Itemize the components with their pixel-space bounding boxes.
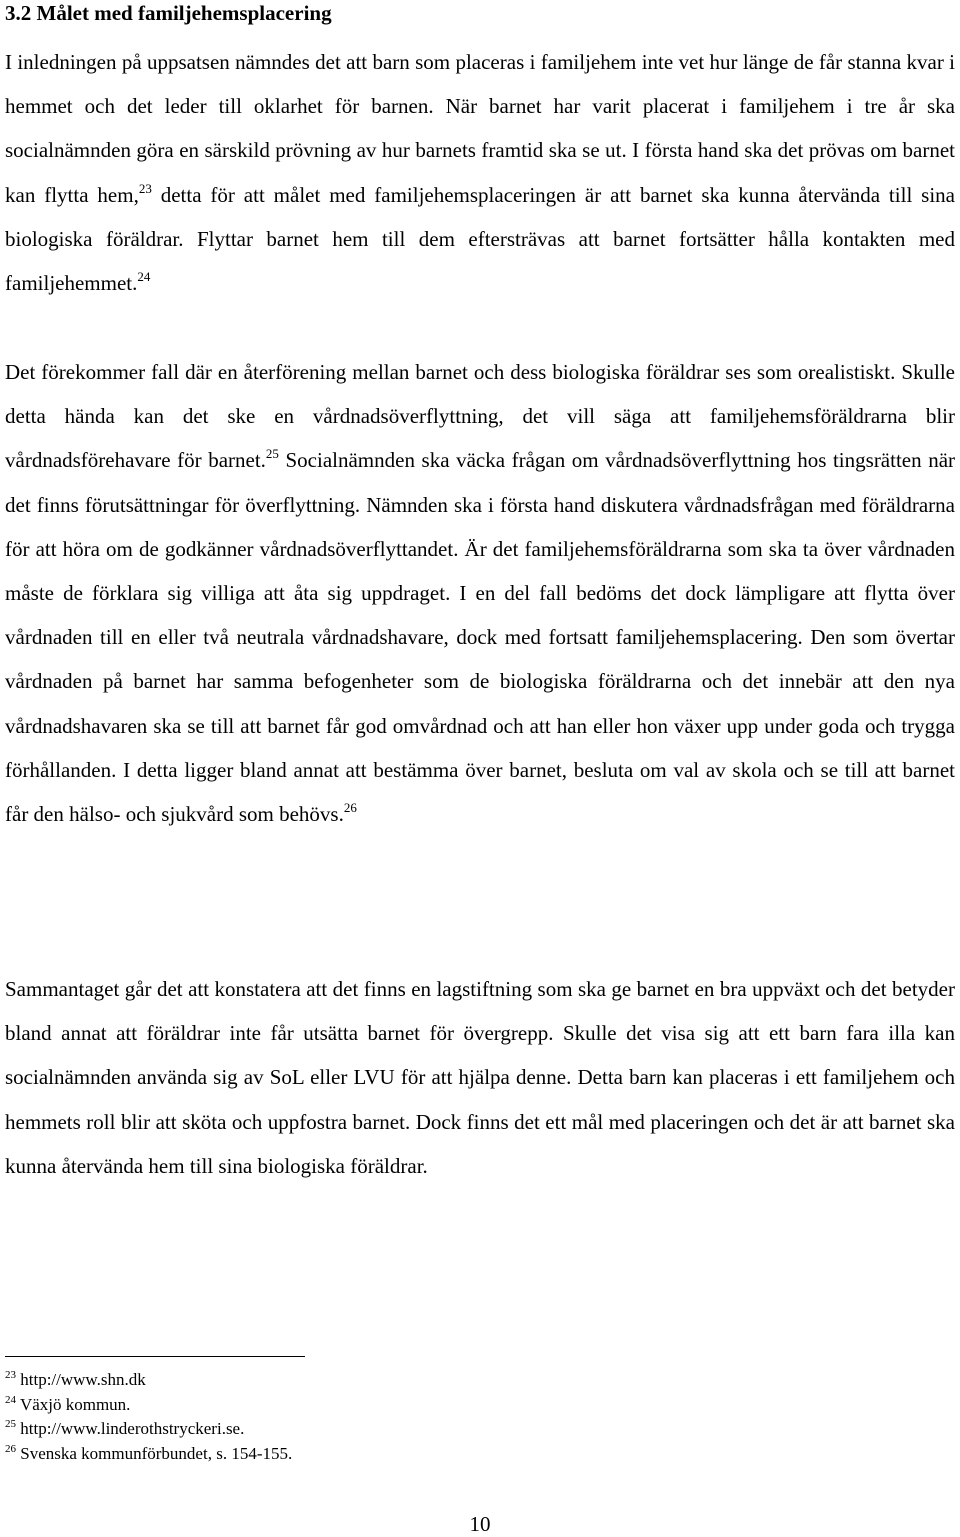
footnote-number: 24	[5, 1393, 16, 1406]
footnote-number: 25	[5, 1418, 16, 1430]
footnote-25	[5, 1417, 955, 1442]
paragraph-1-text-b: detta för att målet med familjehemsplaceringen är att barnet ska kunna återvända till sina biologiska föräldrar. Flyttar barnet hem till dem eftersträvas att barnet fortsätter hålla kontakten med familjehemmet.	[5, 182, 955, 296]
page-number: 10	[469, 1512, 491, 1536]
footnote-ref-26[interactable]: 26	[343, 800, 357, 816]
footnote-26	[5, 1442, 955, 1467]
footnote-text: http://www.shn.dk	[16, 1370, 146, 1389]
footnote-number: 26	[5, 1442, 16, 1455]
paragraph-3: Sammantaget går det att konstatera att det finns en lagstiftning som ska ge barnet en bra uppväxt och det betyder bland annat att föräldrar inte får utsätta barnet för övergrepp. Skulle det visa sig att ett barn fara illa kan socialnämnden använda sig av SoL eller LVU för att hjälpa denne. Detta barn kan placeras i ett familjehem och hemmets roll blir att sköta och uppfostra barnet. Dock finns det ett mål med placeringen och det är att barnet ska kunna återvända hem till sina biologiska föräldrar.	[5, 977, 955, 1178]
footnote-ref-23[interactable]: 23	[138, 180, 152, 196]
footnote-text: http://www.linderothstryckeri.se.	[16, 1419, 245, 1438]
paragraph-2	[5, 350, 955, 836]
footnote-text: Växjö kommun.	[16, 1394, 131, 1414]
section-heading: 3.2 Målet med familjehemsplacering	[5, 1, 332, 25]
paragraph-1-text-a: I inledningen på uppsatsen nämndes det att barn som placeras i familjehem inte vet hur länge de får stanna kvar i hemmet och det leder till oklarhet för barnen. När barnet har varit placerat i familjehem i tre år ska socialnämnden göra en särskild prövning av hur barnets framtid ska se ut. I första hand ska det prövas om barnet kan flytta hem,	[5, 50, 955, 207]
paragraph-1	[5, 40, 955, 305]
footnotes	[5, 1368, 955, 1466]
footnote-number: 23	[5, 1369, 16, 1381]
footnote-text: Svenska kommunförbundet, s. 154-155.	[16, 1443, 293, 1463]
footnote-ref-25[interactable]: 25	[265, 446, 279, 462]
footnote-ref-24[interactable]: 24	[137, 269, 151, 285]
footnote-23	[5, 1368, 955, 1393]
paragraph-2-text-b: Socialnämnden ska väcka frågan om vårdnadsöverflyttning hos tingsrätten när det finns förutsättningar för överflyttning. Nämnden ska i första hand diskutera vårdnadsfrågan med föräldrarna för att höra om de godkänner vårdnadsöverflyttandet. Är det familjehemsföräldrarna som ska ta över vårdnaden måste de förklara sig villiga att åta sig uppdraget. I en del fall bedöms det dock lämpligare att flytta över vårdnaden till en eller två neutrala vårdnadshavare, dock med fortsatt familjehemsplacering. Den som övertar vårdnaden på barnet har samma befogenheter som de biologiska föräldrarna och det innebär att den nya vårdnadshavaren ska se till att barnet får god omvårdnad och att han eller hon växer upp under goda och trygga förhållanden. I detta ligger bland annat att bestämma över barnet, besluta om val av skola och se till att barnet får den hälso- och sjukvård som behövs.	[5, 448, 956, 827]
footnote-24	[5, 1393, 955, 1418]
paragraph-2-text-a: Det förekommer fall där en återförening mellan barnet och dess biologiska föräldrar ses som orealistiskt. Skulle detta hända kan det ske en vårdnadsöverflyttning, det vill säga att familjehemsföräldrarna blir vårdnadsförehavare för barnet.	[5, 360, 955, 473]
footnote-divider	[5, 1356, 305, 1357]
